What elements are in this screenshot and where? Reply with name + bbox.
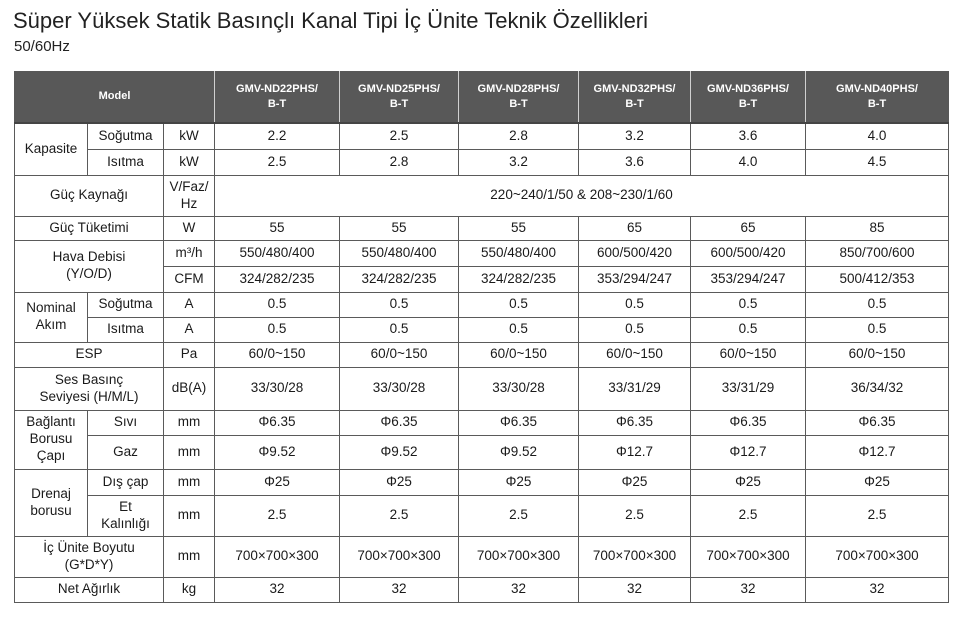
unit-cell: A [164,317,215,342]
value-cell: 324/282/235 [340,266,459,292]
value-cell: 3.6 [691,123,806,149]
value-cell: 324/282/235 [459,266,579,292]
value-cell: 700×700×300 [579,536,691,577]
unit-cell: mm [164,495,215,536]
sub-label: Isıtma [88,317,164,342]
table-row [15,367,949,410]
frequency-subtitle: 50/60Hz [14,38,70,55]
value-cell: 600/500/420 [691,240,806,266]
value-cell: 2.5 [340,495,459,536]
unit-cell: mm [164,410,215,435]
value-cell: Φ25 [579,469,691,495]
value-cell: 2.5 [340,123,459,149]
value-cell: 850/700/600 [806,240,949,266]
value-cell: 700×700×300 [691,536,806,577]
value-cell: Φ9.52 [459,435,579,469]
value-cell: 55 [459,216,579,240]
table-row [15,342,949,367]
spec-table [14,71,949,603]
value-cell: Φ6.35 [340,410,459,435]
value-cell: Φ6.35 [459,410,579,435]
value-cell: 60/0~150 [459,342,579,367]
value-cell: 0.5 [691,317,806,342]
value-cell: 0.5 [806,292,949,317]
value-cell: Φ25 [459,469,579,495]
sub-label: Sıvı [88,410,164,435]
value-cell: 65 [691,216,806,240]
value-cell: 0.5 [340,292,459,317]
value-cell: 2.8 [340,149,459,175]
model-col-3: GMV-ND28PHS/ B-T [459,71,579,123]
value-cell: 60/0~150 [340,342,459,367]
row-label-drenaj: Drenaj borusu [15,469,88,536]
model-col-1: GMV-ND22PHS/ B-T [215,71,340,123]
value-cell: Φ6.35 [806,410,949,435]
unit-cell: kW [164,149,215,175]
value-cell: 85 [806,216,949,240]
value-cell: 3.2 [459,149,579,175]
value-cell: 700×700×300 [806,536,949,577]
row-label-guc-tuketimi: Güç Tüketimi [15,216,164,240]
table-row [15,292,949,317]
sub-label: Et Kalınlığı [88,495,164,536]
unit-cell: Pa [164,342,215,367]
model-label: Model [15,71,215,123]
value-cell: 33/31/29 [579,367,691,410]
table-row [15,175,949,216]
unit-cell: W [164,216,215,240]
unit-cell: kW [164,123,215,149]
table-row [15,495,949,536]
value-cell: 2.5 [691,495,806,536]
table-row [15,410,949,435]
unit-cell: A [164,292,215,317]
value-cell: 60/0~150 [806,342,949,367]
value-cell: 4.0 [691,149,806,175]
table-row [15,149,949,175]
value-cell: 32 [340,577,459,602]
table-row [15,317,949,342]
value-cell: 3.6 [579,149,691,175]
value-cell: 55 [340,216,459,240]
value-cell: 60/0~150 [215,342,340,367]
table-row [15,216,949,240]
value-cell: 700×700×300 [459,536,579,577]
value-cell: 2.8 [459,123,579,149]
value-cell: 550/480/400 [340,240,459,266]
value-cell: 55 [215,216,340,240]
value-cell: Φ25 [806,469,949,495]
unit-cell: mm [164,469,215,495]
table-row [15,577,949,602]
value-cell: 60/0~150 [691,342,806,367]
sub-label: Soğutma [88,123,164,149]
value-cell: 32 [215,577,340,602]
value-cell: 0.5 [340,317,459,342]
value-cell: 0.5 [459,292,579,317]
row-label-agirlik: Net Ağırlık [15,577,164,602]
value-cell: Φ12.7 [806,435,949,469]
value-cell: Φ12.7 [691,435,806,469]
row-label-esp: ESP [15,342,164,367]
value-cell: 2.5 [579,495,691,536]
sub-label: Soğutma [88,292,164,317]
unit-cell: mm [164,435,215,469]
value-cell: 0.5 [215,317,340,342]
value-cell: 33/30/28 [340,367,459,410]
unit-cell: V/Faz/ Hz [164,175,215,216]
unit-cell: CFM [164,266,215,292]
value-cell: 500/412/353 [806,266,949,292]
model-col-4: GMV-ND32PHS/ B-T [579,71,691,123]
value-cell: Φ6.35 [215,410,340,435]
value-cell: 60/0~150 [579,342,691,367]
value-cell: 550/480/400 [459,240,579,266]
value-cell: Φ6.35 [691,410,806,435]
row-label-hava-debisi: Hava Debisi (Y/O/D) [15,240,164,292]
unit-cell: m³/h [164,240,215,266]
sub-label: Dış çap [88,469,164,495]
value-cell: 700×700×300 [215,536,340,577]
table-row [15,536,949,577]
value-cell: 0.5 [806,317,949,342]
sub-label: Gaz [88,435,164,469]
table-row [15,435,949,469]
value-cell: 2.5 [215,495,340,536]
value-cell: 33/30/28 [459,367,579,410]
header-row [15,71,949,123]
row-label-ses: Ses Basınç Seviyesi (H/M/L) [15,367,164,410]
value-cell: Φ6.35 [579,410,691,435]
table-row [15,123,949,149]
value-cell: 2.2 [215,123,340,149]
value-cell: 324/282/235 [215,266,340,292]
model-col-6: GMV-ND40PHS/ B-T [806,71,949,123]
model-col-5: GMV-ND36PHS/ B-T [691,71,806,123]
value-cell: 0.5 [579,292,691,317]
value-cell: 65 [579,216,691,240]
value-cell: 2.5 [459,495,579,536]
unit-cell: kg [164,577,215,602]
value-cell: Φ9.52 [340,435,459,469]
value-cell: 550/480/400 [215,240,340,266]
value-cell: Φ25 [691,469,806,495]
row-label-nominal-akim: Nominal Akım [15,292,88,342]
value-cell: 36/34/32 [806,367,949,410]
value-cell: 3.2 [579,123,691,149]
table-row [15,240,949,266]
row-label-guc-kaynagi: Güç Kaynağı [15,175,164,216]
value-cell: 2.5 [215,149,340,175]
row-label-kapasite: Kapasite [15,123,88,175]
value-cell: 353/294/247 [579,266,691,292]
value-cell: 32 [459,577,579,602]
table-row [15,469,949,495]
value-cell: Φ12.7 [579,435,691,469]
unit-cell: dB(A) [164,367,215,410]
value-cell: 33/30/28 [215,367,340,410]
value-cell: Φ9.52 [215,435,340,469]
row-label-baglanti: Bağlantı Borusu Çapı [15,410,88,469]
value-cell: 0.5 [579,317,691,342]
value-cell: 600/500/420 [579,240,691,266]
value-cell: 0.5 [215,292,340,317]
value-cell: 32 [691,577,806,602]
page-title: Süper Yüksek Statik Basınçlı Kanal Tipi İç Ünite Teknik Özellikleri [13,8,649,33]
value-cell: 0.5 [459,317,579,342]
value-cell: 700×700×300 [340,536,459,577]
value-cell: 4.0 [806,123,949,149]
model-col-2: GMV-ND25PHS/ B-T [340,71,459,123]
value-cell: 4.5 [806,149,949,175]
sub-label: Isıtma [88,149,164,175]
value-cell: Φ25 [340,469,459,495]
row-label-boyut: İç Ünite Boyutu (G*D*Y) [15,536,164,577]
unit-cell: mm [164,536,215,577]
value-cell: 2.5 [806,495,949,536]
value-cell: 32 [579,577,691,602]
value-cell: 353/294/247 [691,266,806,292]
value-cell: 33/31/29 [691,367,806,410]
value-cell: Φ25 [215,469,340,495]
power-supply-value: 220~240/1/50 & 208~230/1/60 [215,175,949,216]
value-cell: 0.5 [691,292,806,317]
value-cell: 32 [806,577,949,602]
